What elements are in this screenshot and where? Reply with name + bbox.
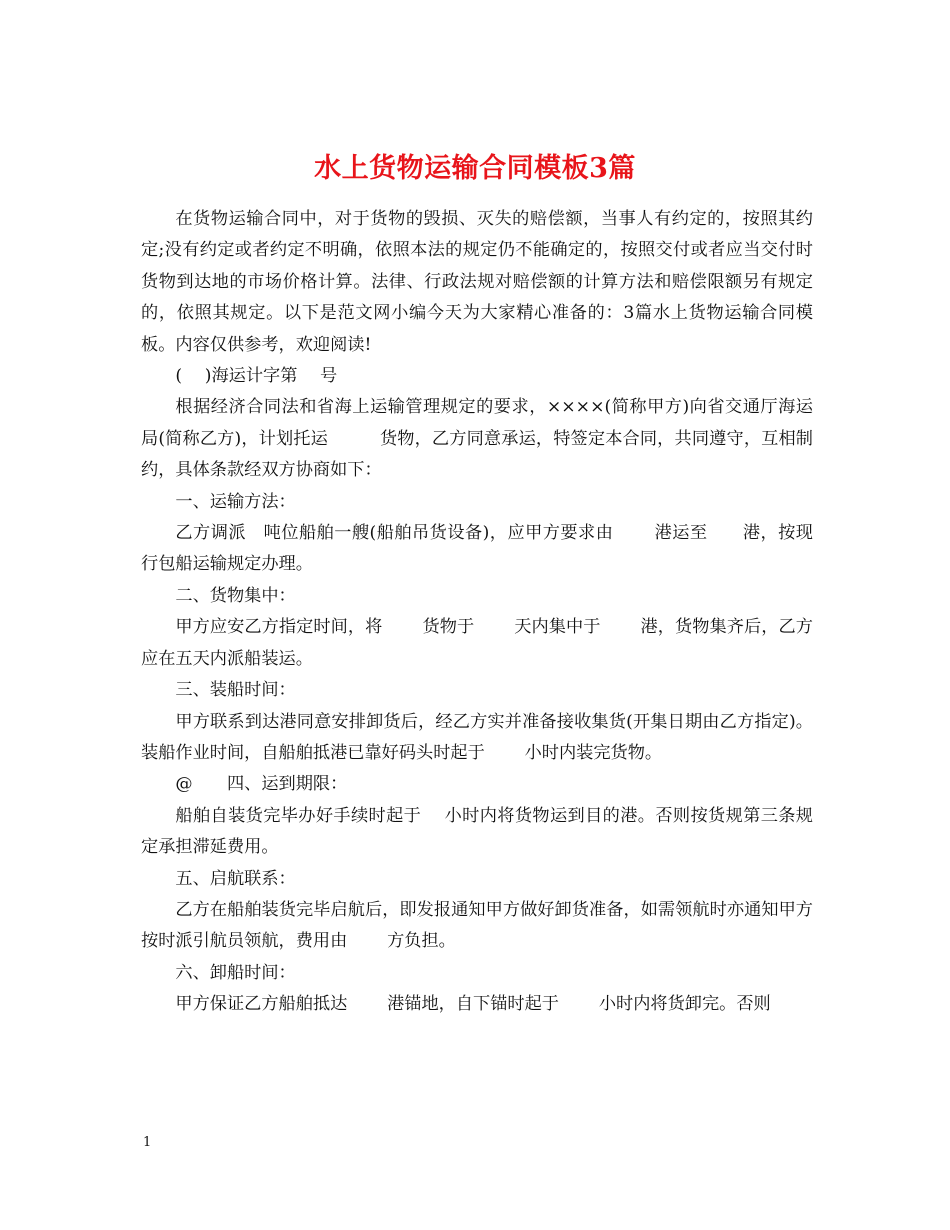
paragraph-unloading-time: 甲方保证乙方船舶抵达 港锚地，自下锚时起于 小时内将货卸完。否则	[175, 994, 771, 1015]
document-title: 水上货物运输合同模板3篇	[314, 153, 636, 185]
paragraph-transport-method: 乙方调派 吨位船舶一艘(船舶吊货设备)，应甲方要求由 港运至 港，按现行包船运输规定办理。	[141, 523, 813, 575]
paragraph-cargo-collection: 甲方应安乙方指定时间，将 货物于 天内集中于 港，货物集齐后，乙方应在五天内派船装运。	[141, 617, 813, 669]
heading-unloading-time: 六、卸船时间：	[175, 962, 296, 983]
paragraph-loading-time: 甲方联系到达港同意安排卸货后，经乙方实并准备接收集货(开集日期由乙方指定)。装船作业时间，自船舶抵港已靠好码头时起于 小时内装完货物。	[141, 711, 813, 763]
paragraph-preamble: 根据经济合同法和省海上运输管理规定的要求，××××(简称甲方)向省交通厅海运局(简称乙方)，计划托运 货物，乙方同意承运，特签定本合同，共同遵守，互相制约，具体条款经双方协商如下：	[141, 397, 813, 481]
paragraph-contract-number: ( )海运计字第 号	[175, 366, 338, 387]
paragraph-delivery-period: 船舶自装货完毕办好手续时起于 小时内将货物运到目的港。否则按货规第三条规定承担滞延费用。	[141, 805, 813, 858]
heading-cargo-collection: 二、货物集中：	[175, 585, 296, 606]
heading-transport-method: 一、运输方法：	[175, 491, 296, 512]
page-number: 1	[143, 1135, 152, 1150]
document-body	[141, 204, 813, 1021]
paragraph-departure-contact: 乙方在船舶装货完毕启航后，即发报通知甲方做好卸货准备，如需领航时亦通知甲方按时派引航员领航，费用由 方负担。	[141, 899, 813, 952]
heading-departure-contact: 五、启航联系：	[175, 868, 296, 889]
paragraph-intro: 在货物运输合同中，对于货物的毁损、灭失的赔偿额，当事人有约定的，按照其约定;没有约定或者约定不明确，依照本法的规定仍不能确定的，按照交付或者应当交付时货物到达地的市场价格计算。法律、行政法规对赔偿额的计算方法和赔偿限额另有规定的，依照其规定。以下是范文网小编今天为大家精心准备的：3篇水上货物运输合同模板。内容仅供参考，欢迎阅读!	[141, 209, 813, 355]
heading-delivery-period: @ 四、运到期限：	[175, 774, 348, 795]
heading-loading-time: 三、装船时间：	[175, 680, 296, 701]
